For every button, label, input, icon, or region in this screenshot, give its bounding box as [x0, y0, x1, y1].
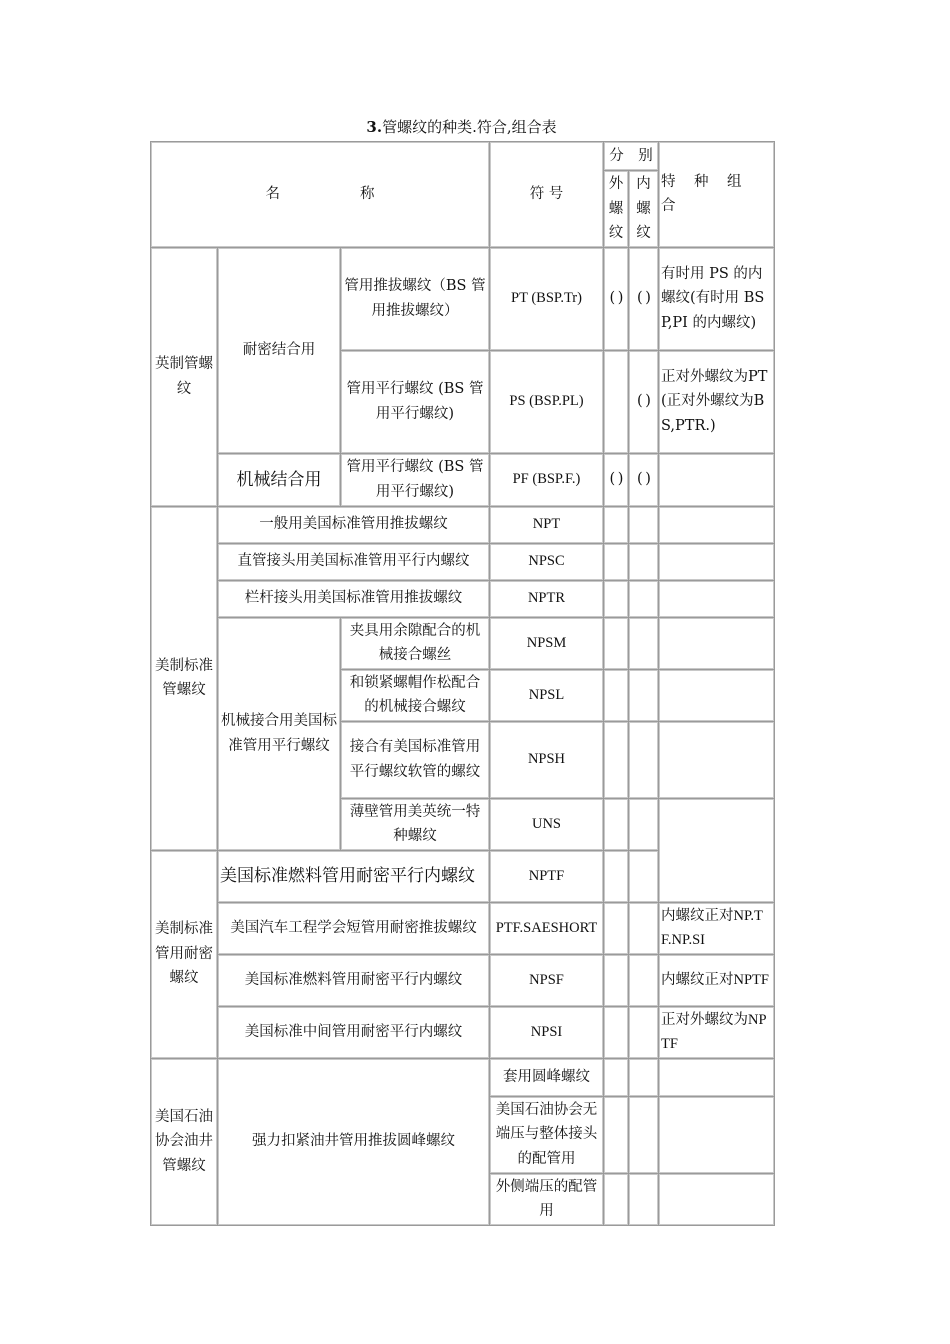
group-api: 美国石油协会油井管螺纹 — [151, 1058, 218, 1225]
thread-symbol: PTF.SAESHORT — [490, 902, 604, 954]
thread-name: 接合有美国标准管用平行螺纹软管的螺纹 — [341, 721, 490, 798]
special-combination: 内螺纹正对NP.TF.NP.SI — [659, 902, 775, 954]
special-combination: 有时用 PS 的内螺纹(有时用 BSP,PI 的内螺纹) — [659, 247, 775, 350]
internal-mark — [629, 669, 659, 721]
special-combination — [659, 453, 775, 506]
group-british: 英制管螺纹 — [151, 247, 218, 506]
thread-name: 栏杆接头用美国标准管用推拔螺纹 — [218, 580, 490, 617]
special-combination — [659, 721, 775, 798]
special-combination — [659, 580, 775, 617]
thread-symbol: PS (BSP.PL) — [490, 350, 604, 453]
table-row — [151, 1006, 775, 1058]
thread-name: 美国汽车工程学会短管用耐密推拔螺纹 — [218, 902, 490, 954]
external-mark — [604, 850, 629, 902]
group-mechanical-parallel: 机械接合用美国标准管用平行螺纹 — [218, 617, 341, 850]
thread-symbol: NPSC — [490, 543, 604, 580]
table-row — [151, 617, 775, 669]
internal-mark — [629, 617, 659, 669]
group-american-sealing: 美制标准管用耐密螺纹 — [151, 850, 218, 1058]
external-mark — [604, 1058, 629, 1096]
internal-mark: ( ) — [629, 453, 659, 506]
thread-symbol: NPSH — [490, 721, 604, 798]
table-row — [151, 247, 775, 350]
special-combination: 正对外螺纹为NPTF — [659, 1006, 775, 1058]
special-combination — [659, 617, 775, 669]
special-combination — [659, 1096, 775, 1173]
thread-name: 强力扣紧油井管用推拔圆峰螺纹 — [218, 1058, 490, 1225]
thread-symbol: NPTR — [490, 580, 604, 617]
table-row — [151, 453, 775, 506]
table-row — [151, 954, 775, 1006]
external-mark — [604, 798, 629, 850]
page-title: 3.管螺纹的种类.符合,组合表 — [366, 118, 557, 136]
thread-symbol: UNS — [490, 798, 604, 850]
thread-name: 一般用美国标准管用推拔螺纹 — [218, 506, 490, 543]
thread-name: 夹具用余隙配合的机械接合螺丝 — [341, 617, 490, 669]
internal-mark — [629, 506, 659, 543]
thread-symbol: NPSI — [490, 1006, 604, 1058]
table-row — [151, 902, 775, 954]
external-mark — [604, 580, 629, 617]
internal-mark — [629, 1058, 659, 1096]
header-classify: 分 别 — [604, 142, 659, 171]
internal-mark — [629, 1006, 659, 1058]
external-mark: ( ) — [604, 247, 629, 350]
table-row — [151, 506, 775, 543]
header-internal: 内螺纹 — [629, 171, 659, 248]
group-sealing: 耐密结合用 — [218, 247, 341, 453]
internal-mark — [629, 543, 659, 580]
special-combination: 正对外螺纹为PT (正对外螺纹为BS,PTR.) — [659, 350, 775, 453]
special-combination — [659, 1173, 775, 1225]
special-combination — [659, 543, 775, 580]
table-row — [151, 580, 775, 617]
external-mark — [604, 1006, 629, 1058]
thread-name: 美国标准中间管用耐密平行内螺纹 — [218, 1006, 490, 1058]
internal-mark — [629, 721, 659, 798]
thread-symbol: NPT — [490, 506, 604, 543]
thread-name: 管用推拔螺纹（BS 管用推拔螺纹） — [341, 247, 490, 350]
thread-symbol: PT (BSP.Tr) — [490, 247, 604, 350]
special-combination — [659, 669, 775, 721]
internal-mark — [629, 1096, 659, 1173]
thread-name: 美国标准燃料管用耐密平行内螺纹 — [218, 850, 490, 902]
external-mark — [604, 669, 629, 721]
header-symbol: 符 号 — [490, 142, 604, 248]
external-mark — [604, 1096, 629, 1173]
thread-name: 管用平行螺纹 (BS 管用平行螺纹) — [341, 350, 490, 453]
header-name: 名 称 — [151, 142, 490, 248]
thread-name: 美国标准燃料管用耐密平行内螺纹 — [218, 954, 490, 1006]
thread-symbol: NPTF — [490, 850, 604, 902]
internal-mark: ( ) — [629, 247, 659, 350]
thread-symbol: NPSM — [490, 617, 604, 669]
internal-mark — [629, 954, 659, 1006]
external-mark: ( ) — [604, 453, 629, 506]
pipe-thread-table — [150, 141, 775, 1226]
thread-symbol: 套用圆峰螺纹 — [490, 1058, 604, 1096]
external-mark — [604, 902, 629, 954]
header-external: 外螺纹 — [604, 171, 629, 248]
thread-symbol: NPSL — [490, 669, 604, 721]
internal-mark — [629, 1173, 659, 1225]
special-combination — [659, 798, 775, 902]
internal-mark — [629, 902, 659, 954]
thread-symbol: 外侧端压的配管用 — [490, 1173, 604, 1225]
header-combo: 特 种 组 合 — [659, 142, 775, 248]
internal-mark — [629, 850, 659, 902]
external-mark — [604, 617, 629, 669]
thread-symbol: NPSF — [490, 954, 604, 1006]
table-row — [151, 543, 775, 580]
group-mechanical: 机械结合用 — [218, 453, 341, 506]
thread-symbol: 美国石油协会无端压与整体接头的配管用 — [490, 1096, 604, 1173]
external-mark — [604, 954, 629, 1006]
thread-name: 直管接头用美国标准管用平行内螺纹 — [218, 543, 490, 580]
thread-name: 和锁紧螺帽作松配合的机械接合螺纹 — [341, 669, 490, 721]
internal-mark: ( ) — [629, 350, 659, 453]
internal-mark — [629, 580, 659, 617]
special-combination — [659, 506, 775, 543]
internal-mark — [629, 798, 659, 850]
external-mark — [604, 506, 629, 543]
thread-symbol: PF (BSP.F.) — [490, 453, 604, 506]
special-combination — [659, 1058, 775, 1096]
external-mark — [604, 350, 629, 453]
thread-name: 管用平行螺纹 (BS 管用平行螺纹) — [341, 453, 490, 506]
special-combination: 内螺纹正对NPTF — [659, 954, 775, 1006]
thread-name: 薄壁管用美英统一特种螺纹 — [341, 798, 490, 850]
external-mark — [604, 721, 629, 798]
external-mark — [604, 1173, 629, 1225]
group-american-standard: 美制标准管螺纹 — [151, 506, 218, 850]
table-row — [151, 1058, 775, 1096]
external-mark — [604, 543, 629, 580]
